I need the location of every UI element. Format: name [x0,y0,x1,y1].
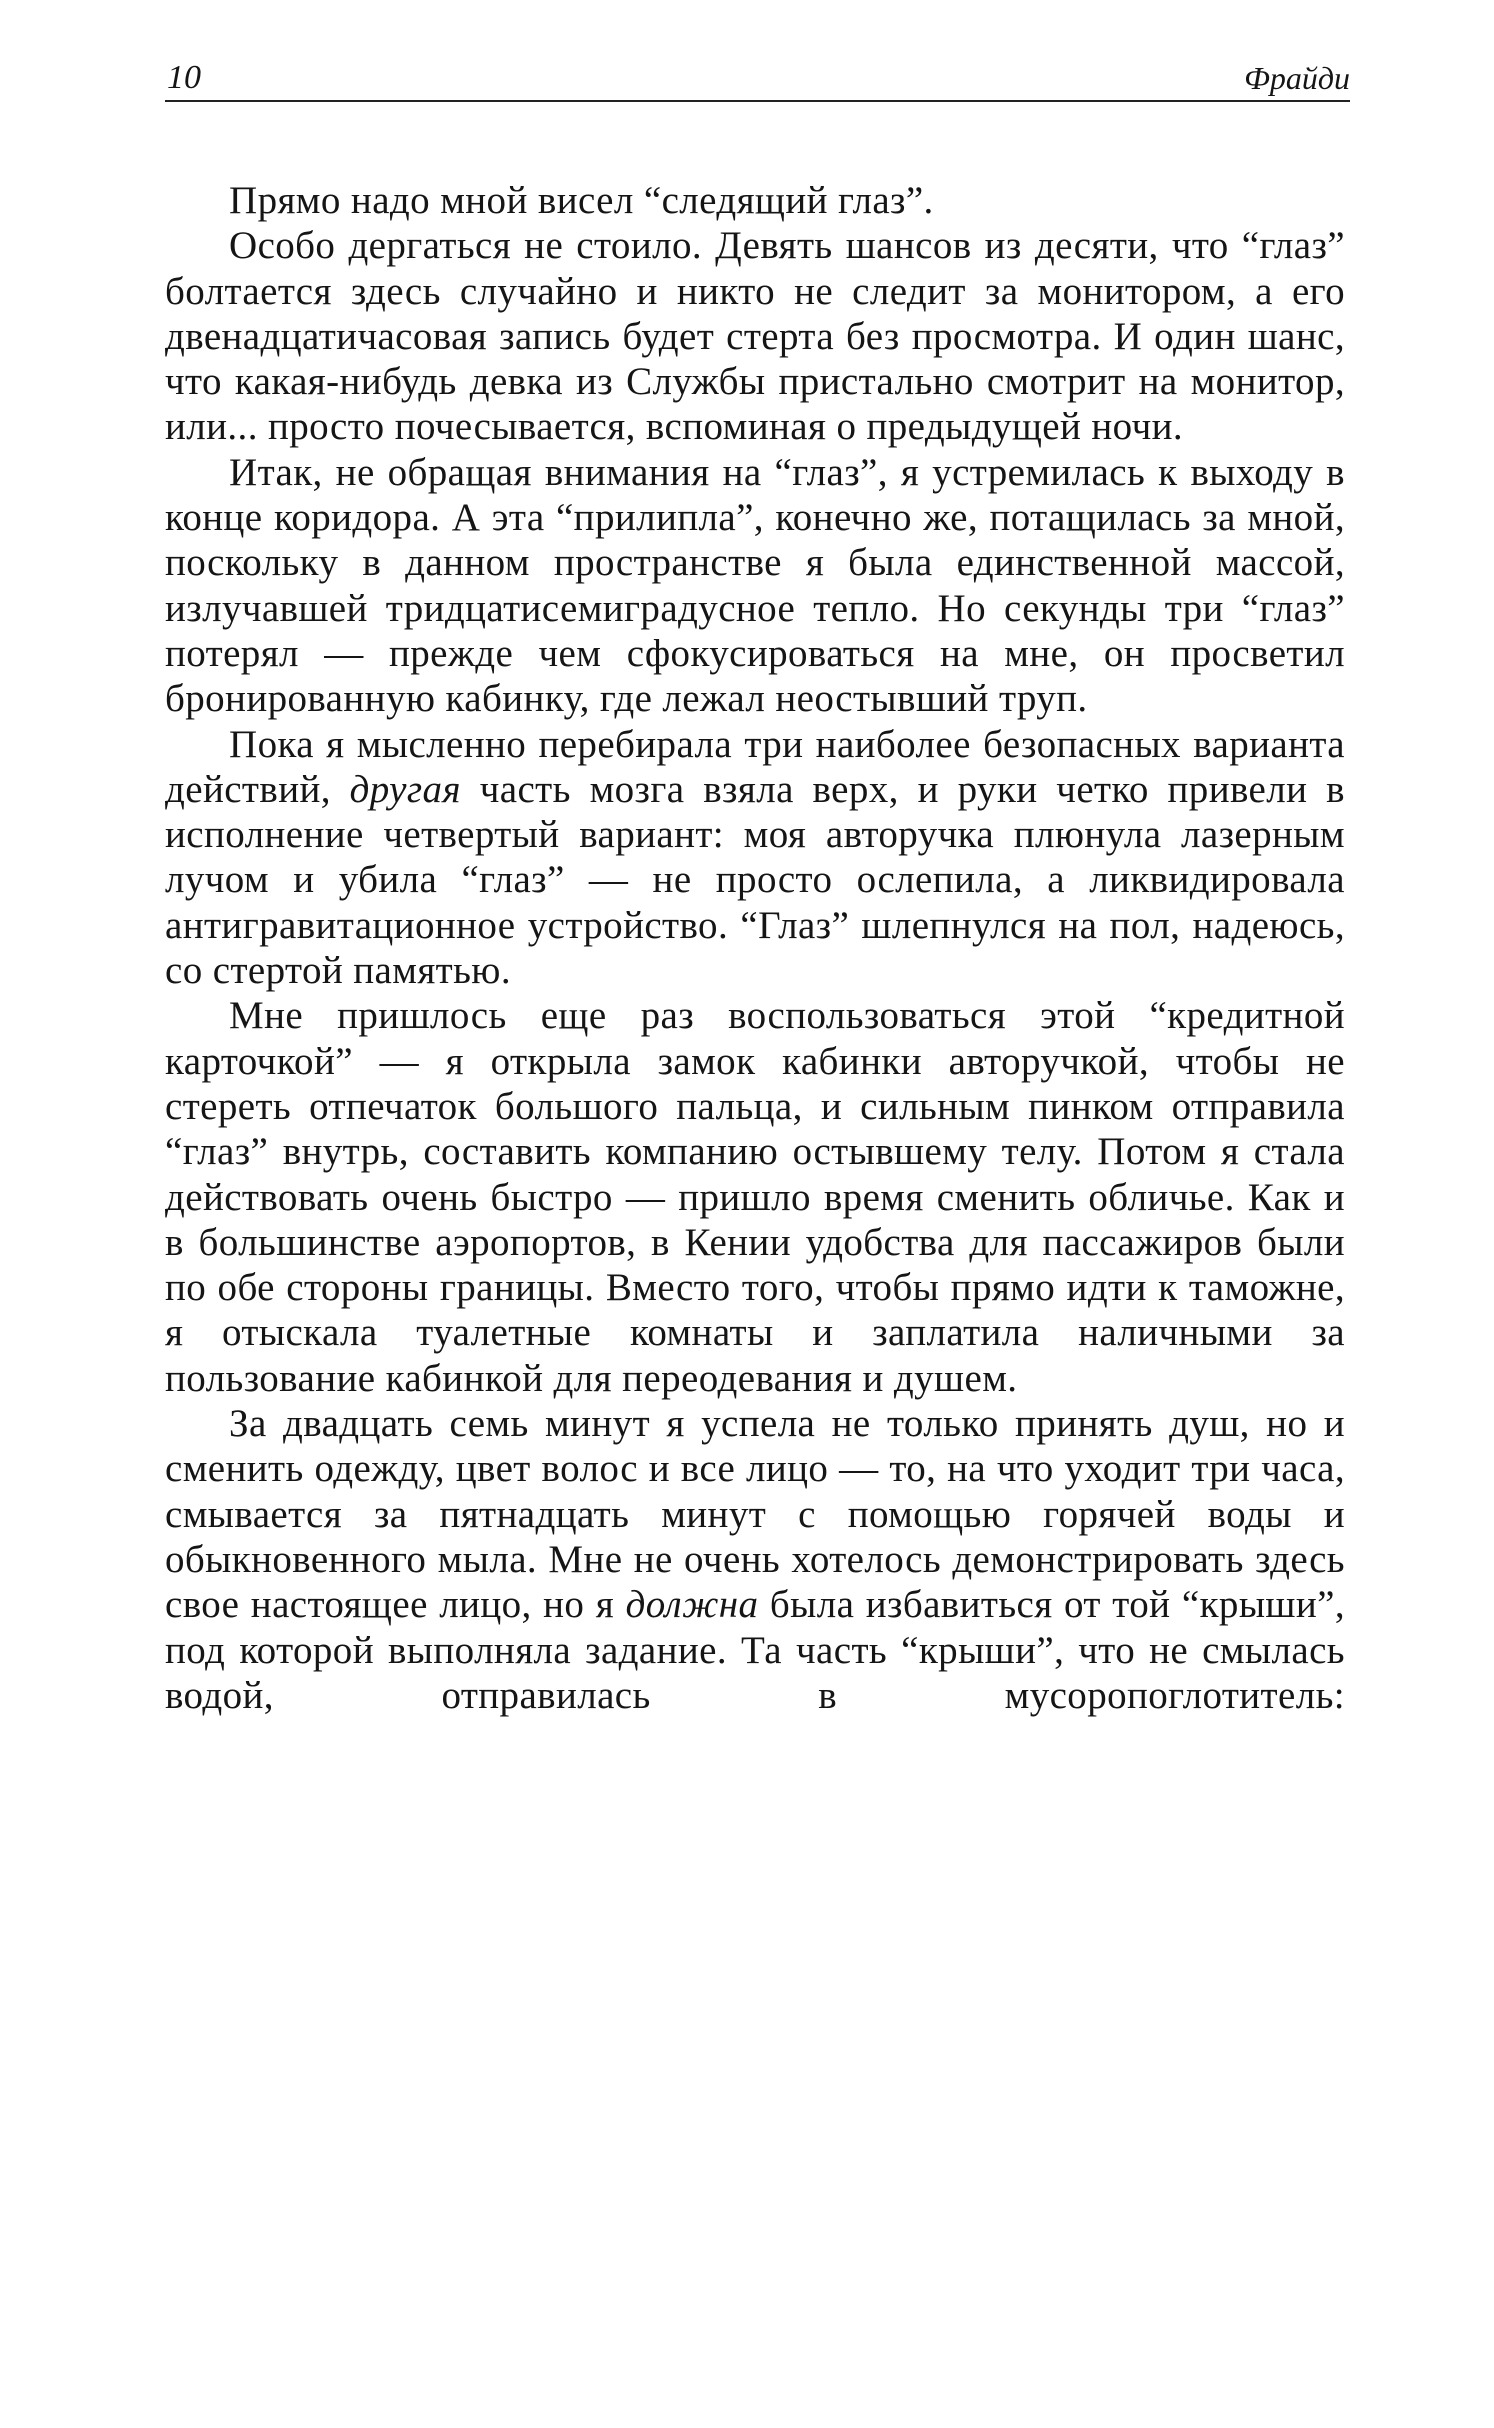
paragraph-text: Особо дергаться не стоило. Девять шансов из десяти, что “глаз” болтается здесь случайно и никто не следит за монитором, а его двенадцатичасовая запись будет стерта без просмотра. И один шанс, что какая-нибудь девка из Службы пристально смотрит на монитор, или... просто почесывается, вспоминая о предыдущей ночи. [165,224,1345,449]
paragraph [165,178,1345,223]
paragraph-text: часть мозга взяла верх, и руки четко привели в исполнение четвертый вариант: моя авторучка плюнула лазерным лучом и убила “глаз” — не просто ослепила, а ликвидировала антигравитационное устройство. “Глаз” шлепнулся на пол, надеюсь, со стертой памятью. [165,767,1345,993]
paragraph-text: Мне пришлось еще раз воспользоваться этой “кредитной карточкой” — я открыла замок кабинки авторучкой, чтобы не стереть отпечаток большого пальца, и сильным пинком отправила “глаз” внутрь, составить компанию остывшему телу. Потом я стала действовать очень быстро — пришло время сменить обличье. Как и в большинстве аэропортов, в Кении удобства для пассажиров были по обе стороны границы. Вместо того, чтобы прямо идти к таможне, я отыскала туалетные комнаты и заплатила наличными за пользование кабинкой для переодевания и душем. [165,994,1345,1400]
emphasis-text: другая [349,767,461,811]
paragraph-text: Пока я мысленно перебирала три наиболее безопасных варианта действий, [165,722,1345,811]
header-rule [165,100,1350,102]
paragraph-text: была избавиться от той “крыши”, под которой выполняла задание. Та часть “крыши”, что не смылась водой, отправилась в мусоропоглотитель: [165,1583,1345,1717]
paragraph [165,1401,1345,1718]
page-number: 10 [167,59,201,96]
body-text [165,178,1345,1718]
paragraph-text: Итак, не обращая внимания на “глаз”, я устремилась к выходу в конце коридора. А эта “прилипла”, конечно же, потащилась за мной, поскольку в данном пространстве я была единственной массой, излучавшей тридцатисемиградусное тепло. Но секунды три “глаз” потерял — прежде чем сфокусироваться на мне, он просветил бронированную кабинку, где лежал неостывший труп. [165,450,1345,721]
paragraph [165,722,1345,994]
running-title: Фрайди [1244,60,1350,96]
paragraph [165,223,1345,449]
paragraph [165,450,1345,722]
paragraph [165,993,1345,1401]
paragraph-text: Прямо надо мной висел “следящий глаз”. [229,179,934,222]
paragraph-text: За двадцать семь минут я успела не только принять душ, но и сменить одежду, цвет волос и все лицо — то, на что уходит три часа, смывается за пятнадцать минут с помощью горячей воды и обыкновенного мыла. Мне не очень хотелось демонстрировать здесь свое настоящее лицо, но я [165,1402,1345,1627]
emphasis-text: должна [625,1583,759,1627]
page-header [167,56,1350,100]
